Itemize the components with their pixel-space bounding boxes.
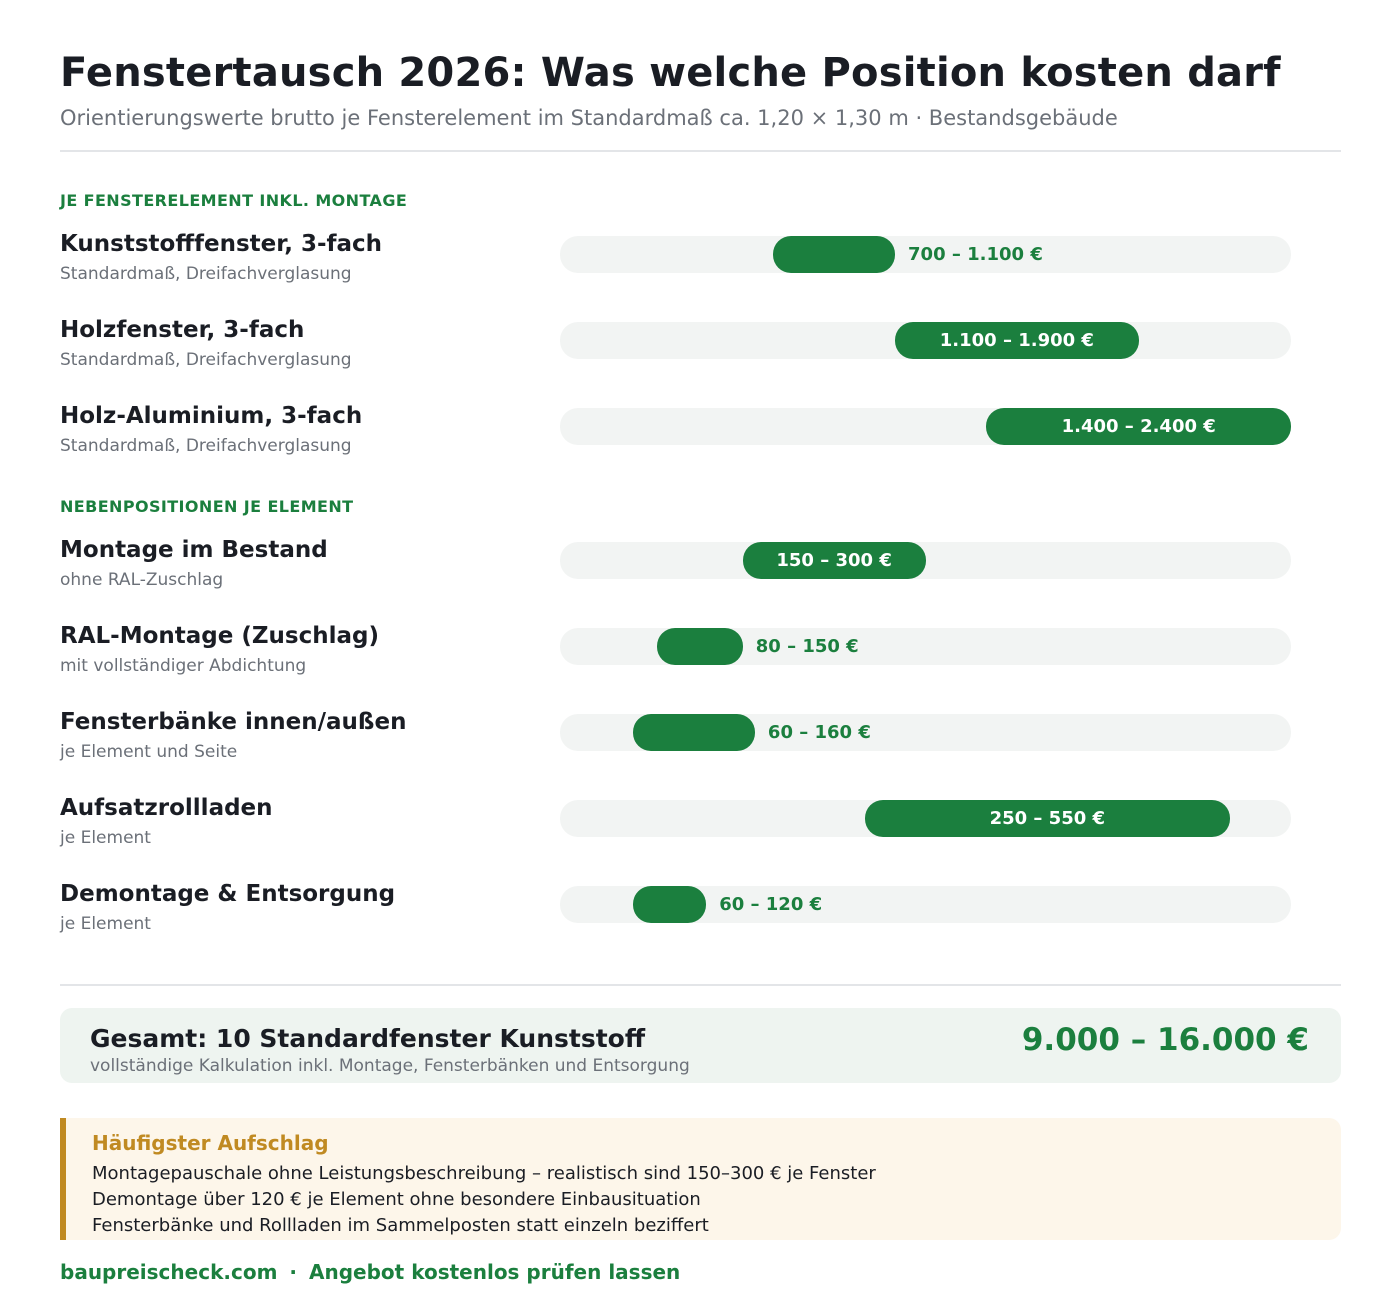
- bar-track: [560, 628, 1291, 665]
- row-sublabel: mit vollständiger Abdichtung: [60, 656, 307, 676]
- page-subtitle: Orientierungswerte brutto je Fensterelement im Standardmaß ca. 1,20 × 1,30 m · Bestandsgebäude: [60, 106, 1118, 130]
- row-label: Aufsatzrollladen: [60, 795, 273, 821]
- bar-track: [560, 714, 1291, 751]
- row-sublabel: je Element: [60, 914, 151, 934]
- total-subtitle: vollständige Kalkulation inkl. Montage, Fensterbänken und Entsorgung: [90, 1056, 690, 1076]
- warning-item: Demontage über 120 € je Element ohne besondere Einbausituation: [92, 1189, 701, 1210]
- section-label-elements: JE FENSTERELEMENT INKL. MONTAGE: [60, 191, 408, 210]
- bar-value-label: 80 – 150 €: [755, 636, 859, 657]
- footer-separator: ·: [289, 1260, 298, 1284]
- footer-site-link[interactable]: baupreischeck.com: [60, 1260, 278, 1284]
- bar-value-label: 60 – 120 €: [719, 894, 823, 915]
- row-sublabel: Standardmaß, Dreifachverglasung: [60, 350, 352, 370]
- total-value: 9.000 – 16.000 €: [1021, 1022, 1309, 1058]
- page-title: Fenstertausch 2026: Was welche Position kosten darf: [60, 50, 1281, 96]
- divider-top: [60, 150, 1341, 152]
- bar-track: [560, 322, 1291, 359]
- row-label: Montage im Bestand: [60, 537, 328, 563]
- warning-box: [60, 1118, 1341, 1240]
- section-label-extras: NEBENPOSITIONEN JE ELEMENT: [60, 497, 354, 516]
- row-label: Fensterbänke innen/außen: [60, 709, 407, 735]
- row-sublabel: Standardmaß, Dreifachverglasung: [60, 436, 352, 456]
- bar-value-label: 700 – 1.100 €: [908, 244, 1043, 265]
- bar-track: [560, 236, 1291, 273]
- bar-track: [560, 886, 1291, 923]
- row-label: Kunststofffenster, 3-fach: [60, 231, 383, 257]
- footer-cta-link[interactable]: Angebot kostenlos prüfen lassen: [309, 1260, 681, 1284]
- bar-track: [560, 408, 1291, 445]
- bar-value-label: 1.400 – 2.400 €: [1061, 416, 1216, 437]
- row-sublabel: je Element und Seite: [60, 742, 238, 762]
- bar-track: [560, 800, 1291, 837]
- range-bar: [773, 236, 895, 273]
- row-label: RAL-Montage (Zuschlag): [60, 623, 380, 649]
- row-label: Holz-Aluminium, 3-fach: [60, 403, 363, 429]
- row-label: Demontage & Entsorgung: [60, 881, 396, 907]
- bar-track: [560, 542, 1291, 579]
- total-title: Gesamt: 10 Standardfenster Kunststoff: [90, 1024, 646, 1053]
- total-summary: [60, 1008, 1341, 1083]
- bar-value-label: 250 – 550 €: [989, 808, 1106, 829]
- bar-value-label: 1.100 – 1.900 €: [939, 330, 1094, 351]
- row-sublabel: ohne RAL-Zuschlag: [60, 570, 224, 590]
- row-label: Holzfenster, 3-fach: [60, 317, 305, 343]
- warning-title: Häufigster Aufschlag: [92, 1131, 329, 1155]
- row-sublabel: Standardmaß, Dreifachverglasung: [60, 264, 352, 284]
- range-bar: [633, 714, 755, 751]
- bar-value-label: 60 – 160 €: [767, 722, 871, 743]
- bar-value-label: 150 – 300 €: [776, 550, 892, 571]
- range-bar: [633, 886, 706, 923]
- warning-item: Montagepauschale ohne Leistungsbeschreibung – realistisch sind 150–300 € je Fenster: [92, 1163, 876, 1184]
- range-bar: [657, 628, 742, 665]
- row-sublabel: je Element: [60, 828, 151, 848]
- warning-item: Fensterbänke und Rollladen im Sammelposten statt einzeln beziffert: [92, 1215, 709, 1236]
- footer: [60, 1260, 680, 1284]
- divider-bottom: [60, 984, 1341, 986]
